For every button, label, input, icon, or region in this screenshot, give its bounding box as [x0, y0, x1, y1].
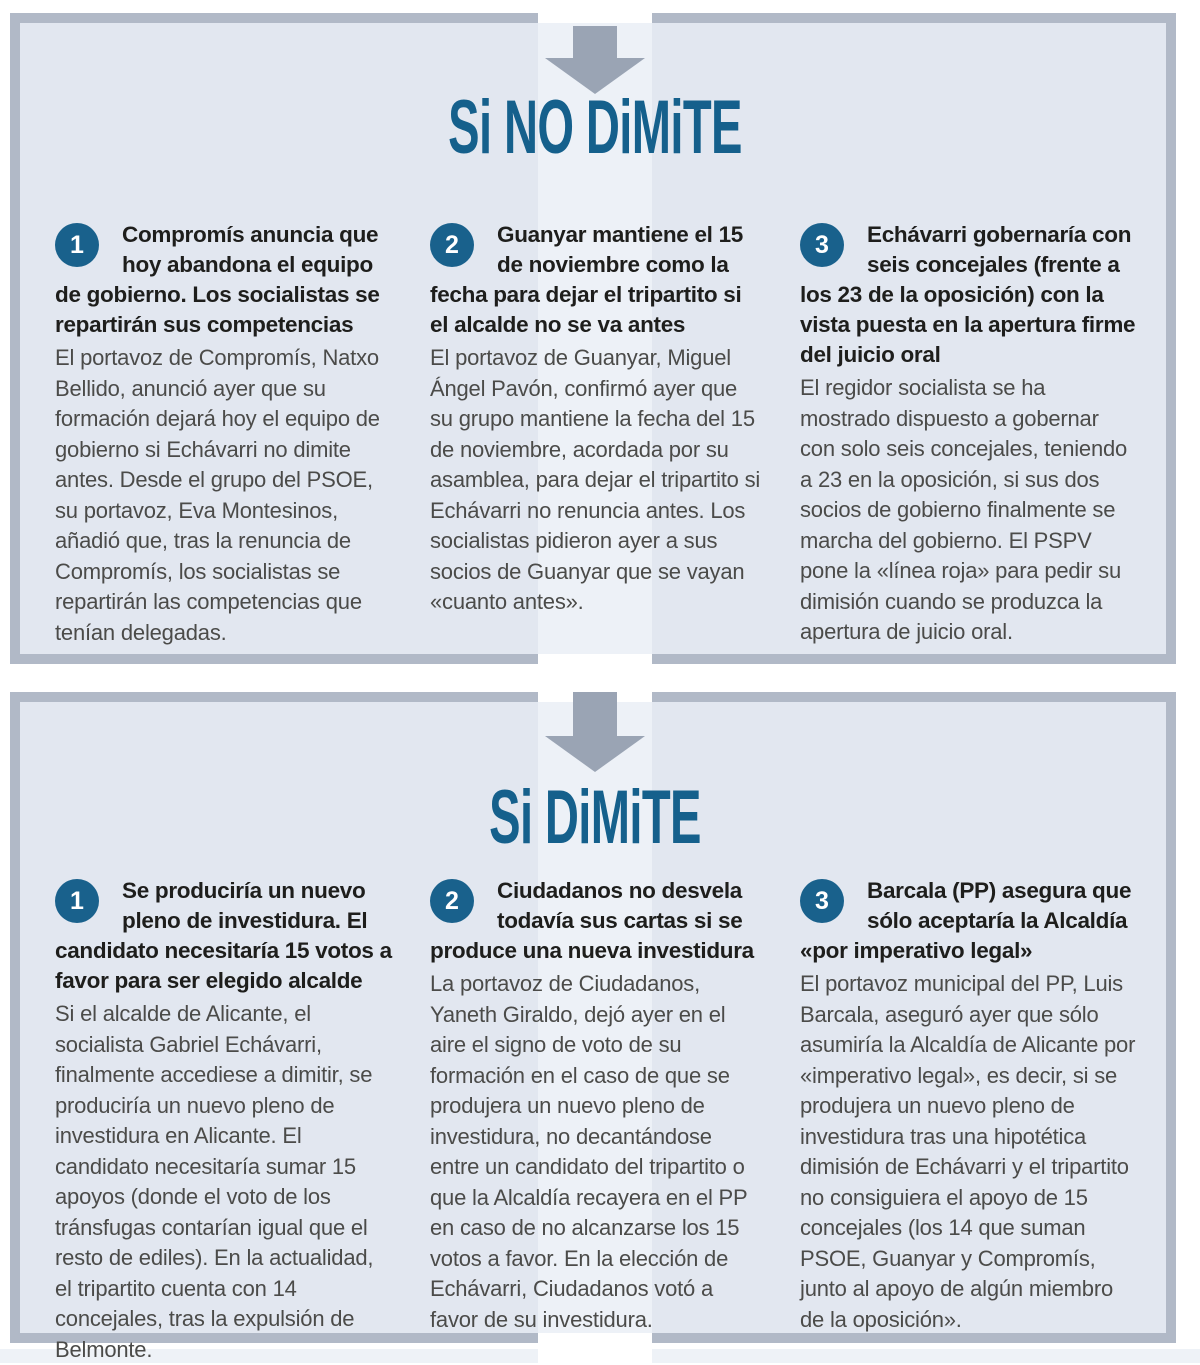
step-number-badge — [430, 223, 474, 267]
step-headline: Barcala (PP) asegura que sólo aceptaría la Alcaldía «por imperativo legal» — [800, 878, 1132, 963]
step-number-badge — [430, 879, 474, 923]
section-title-dimite: Si DiMiTE — [489, 775, 701, 860]
down-arrow-icon — [545, 736, 645, 772]
step-headline: Compromís anuncia que hoy abandona el equipo de gobierno. Los socialistas se repartirán sus competencias — [55, 222, 380, 337]
step-item — [800, 220, 1136, 648]
step-number: 2 — [445, 230, 459, 259]
step-headline: Guanyar mantiene el 15 de noviembre como la fecha para dejar el tripartito si el alcalde no se va antes — [430, 222, 744, 337]
step-number-badge — [800, 879, 844, 923]
step-headline: Echávarri gobernaría con seis concejales (frente a los 23 de la oposición) con la vista puesta en la apertura firme del juicio oral — [800, 222, 1136, 367]
step-item — [430, 876, 764, 1335]
step-number: 1 — [70, 886, 84, 915]
step-body: El portavoz municipal del PP, Luis Barcala, aseguró ayer que sólo asumiría la Alcaldía de Alicante por «imperativo legal», es decir, si se produjera un nuevo pleno de investidura tras una hipotética dimisión de Echávarri y el tripartito no consiguiera el apoyo de 15 concejales (los 14 que suman PSOE, Guanyar y Compromís, junto al apoyo de algún miembro de la oposición». — [800, 971, 1136, 1332]
step-number-badge — [55, 223, 99, 267]
step-headline: Ciudadanos no desvela todavía sus cartas si se produce una nueva investidura — [430, 878, 754, 963]
step-headline: Se produciría un nuevo pleno de investidura. El candidato necesitaría 15 votos a favor para ser elegido alcalde — [55, 878, 392, 993]
step-number-badge — [55, 879, 99, 923]
down-arrow-icon — [573, 692, 617, 738]
step-item — [55, 876, 393, 1365]
step-body: El regidor socialista se ha mostrado dispuesto a gobernar con solo seis concejales, teniendo a 23 en la oposición, si sus dos socios de gobierno finalmente se marcha del gobierno. El PSPV pone la «línea roja» para pedir su dimisión cuando se produzca la apertura de juicio oral. — [800, 375, 1128, 644]
step-body: Si el alcalde de Alicante, el socialista Gabriel Echávarri, finalmente accediese a dimitir, se produciría un nuevo pleno de investidura en Alicante. El candidato necesitaría sumar 15 apoyos (donde el voto de los tránsfugas contarían igual que el resto de ediles). En la actualidad, el tripartito cuenta con 14 concejales, tras la expulsión de Belmonte. — [55, 1001, 374, 1362]
step-body: La portavoz de Ciudadanos, Yaneth Giraldo, dejó ayer en el aire el signo de voto de su formación en el caso de que se produjera un nuevo pleno de investidura, no decantándose entre un candidato del tripartito o que la Alcaldía recayera en el PP en caso de no alcanzarse los 15 votos a favor. En la elección de Echávarri, Ciudadanos votó a favor de su investidura. — [430, 971, 748, 1332]
step-number-badge — [800, 223, 844, 267]
down-arrow-icon — [573, 26, 617, 60]
step-number: 3 — [815, 230, 829, 259]
step-item — [55, 220, 393, 648]
step-number: 2 — [445, 886, 459, 915]
step-item — [430, 220, 764, 618]
section-title-no-dimite: Si NO DiMiTE — [448, 85, 742, 170]
step-number: 1 — [70, 230, 84, 259]
step-number: 3 — [815, 886, 829, 915]
step-body: El portavoz de Guanyar, Miguel Ángel Pavón, confirmó ayer que su grupo mantiene la fecha del 15 de noviembre, acordada por su asamblea, para dejar el tripartito si Echávarri no renuncia antes. Los socialistas pidieron ayer a sus socios de Guanyar que se vayan «cuanto antes». — [430, 345, 761, 614]
step-body: El portavoz de Compromís, Natxo Bellido, anunció ayer que su formación dejará hoy el equipo de gobierno si Echávarri no dimite antes. Desde el grupo del PSOE, su portavoz, Eva Montesinos, añadió que, tras la renuncia de Compromís, los socialistas se repartirán las competencias que tenían delegadas. — [55, 345, 380, 645]
step-item — [800, 876, 1136, 1335]
